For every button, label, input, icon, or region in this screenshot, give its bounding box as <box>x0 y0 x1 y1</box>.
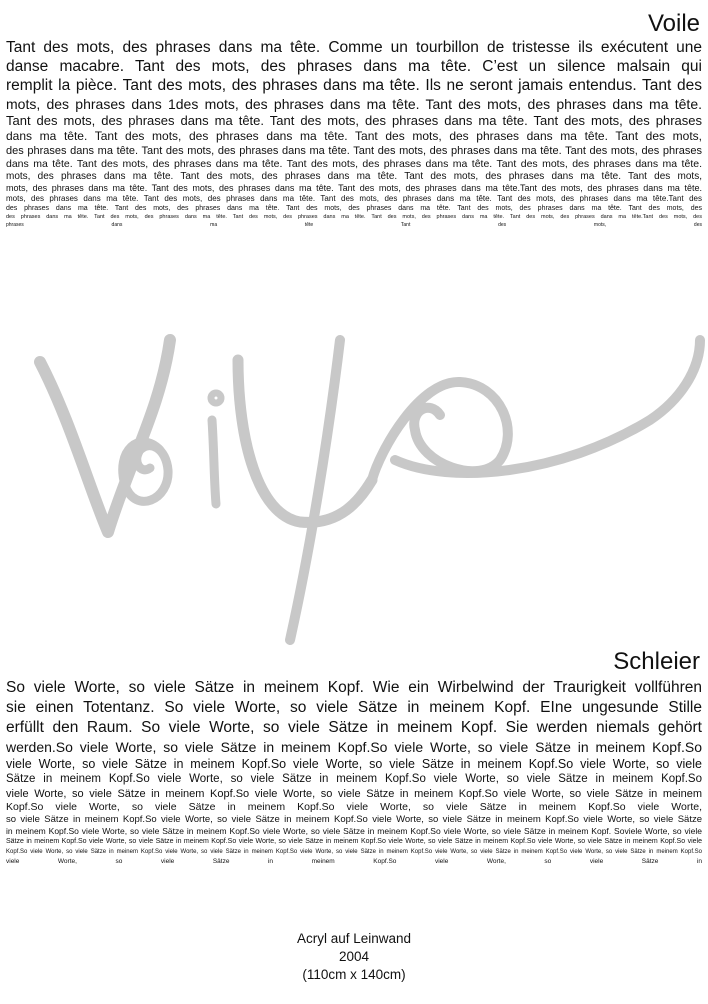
french-line: mots, des phrases dans 1des mots, des phrases dans ma tête. Tant des mots, des phrases dans ma tête. <box>6 96 702 112</box>
french-line: dans ma tête. Tant des mots, des phrases dans ma tête. Tant des mots, des phrases dans ma tête. Tant des mots, <box>6 129 702 143</box>
french-line: phrases dans ma tête Tant des mots, des <box>6 222 702 228</box>
caption-size: (110cm x 140cm) <box>302 967 406 982</box>
french-line: mots, des phrases dans ma tête. Tant des mots, des phrases dans ma tête. Tant des mots, des phrases dans ma tête.Tant des mots, des phrases dans ma tête. <box>6 183 702 193</box>
german-line: Kopf.So viele Worte, so viele Sätze in meinem Kopf.So viele Worte, so viele Sätze in meinem Kopf.So viele Worte, <box>6 801 702 813</box>
german-text-block <box>6 678 702 867</box>
french-line: dans ma tête. Tant des mots, des phrases dans ma tête. Tant des mots, des phrases dans ma tête. Tant des mots, des phrases dans ma tête. <box>6 158 702 170</box>
french-line: mots, des phrases dans ma tête. Tant des mots, des phrases dans ma tête. Tant des mots, des phrases dans ma tête. Tant des mots, <box>6 171 702 182</box>
german-line: viele Worte, so viele Sätze in meinem Kopf.So viele Worte, so viele Sätze in meinem Kopf.So viele Worte, so viele <box>6 757 702 771</box>
german-line: Sätze in meinem Kopf.So viele Worte, so viele Sätze in meinem Kopf.So viele Worte, so viele Sätze in meinem Kopf.So <box>6 773 702 785</box>
german-line: werden.So viele Worte, so viele Sätze in meinem Kopf.So viele Worte, so viele Sätze in meinem Kopf.So <box>6 739 702 755</box>
german-line: Kopf.So viele Worte, so viele Sätze in meinem Kopf.So viele Worte, so viele Sätze in meinem Kopf.So viele Worte, so viele Sätze in meinem Kopf.So viele Worte, so viele Sätze in meinem Kopf.So viele Worte, so viele Sätze in meinem Kopf.So <box>6 849 702 855</box>
french-line: danse macabre. Tant des mots, des phrases dans ma tête. C’est un silence malsain qui <box>6 58 702 75</box>
french-text-block <box>6 38 702 229</box>
german-title: Schleier <box>613 648 700 675</box>
french-title: Voile <box>647 10 700 37</box>
caption-year: 2004 <box>338 949 370 964</box>
german-line: viele Worte, so viele Sätze in meinem Kopf.So viele Worte, so viele Sätze in <box>6 858 702 865</box>
german-line: sie einen Totentanz. So viele Worte, so viele Sätze in meinem Kopf. EIne ungesunde Stille <box>6 699 702 716</box>
voile-calligraphy-artwork <box>0 300 708 660</box>
french-line: remplit la pièce. Tant des mots, des phrases dans ma tête. Ils ne seront jamais entendus. Tant des <box>6 77 702 94</box>
artwork-caption <box>0 930 708 984</box>
german-line: so viele Sätze in meinem Kopf.So viele Worte, so viele Sätze in meinem Kopf.So viele Worte, so viele Sätze in meinem Kopf.So viele Worte, so viele Sätze <box>6 814 702 825</box>
german-line: Sätze in meinem Kopf.So viele Worte, so viele Sätze in meinem Kopf.So viele Worte, so viele Sätze in meinem Kopf.So viele Worte, so viele Sätze in meinem Kopf.So viele Worte, so viele Sätze in meinem Kopf.So viele <box>6 838 702 845</box>
german-line: So viele Worte, so viele Sätze in meinem Kopf. Wie ein Wirbelwind der Traurigkeit vollführen <box>6 679 702 696</box>
german-line: viele Worte, so viele Sätze in meinem Kopf.So viele Worte, so viele Sätze in meinem Kopf.So viele Worte, so viele Sätze in meinem <box>6 788 702 800</box>
french-line: mots, des phrases dans ma tête. Tant des mots, des phrases dans ma tête. Tant des mots, des phrases dans ma tête. Tant des mots, des phrases dans ma tête.Tant des <box>6 194 702 203</box>
german-line: in meinem Kopf.So viele Worte, so viele Sätze in meinem Kopf.So viele Worte, so viele Sätze in meinem Kopf.So viele Worte, so viele Sätze in meinem Kopf. Soviele Worte, so viele <box>6 826 702 836</box>
german-line: erfüllt den Raum. So viele Worte, so viele Sätze in meinem Kopf. Sie werden niemals gehört <box>6 719 702 736</box>
caption-medium: Acryl auf Leinwand <box>296 931 412 946</box>
french-line: des phrases dans ma tête. Tant des mots, des phrases dans ma tête. Tant des mots, des phrases dans ma tête. Tant des mots, des phrases dans ma tête. Tant des mots, des <box>6 205 702 212</box>
french-line: Tant des mots, des phrases dans ma tête. Tant des mots, des phrases dans ma tête. Tant des mots, des phrases <box>6 113 702 128</box>
french-line: Tant des mots, des phrases dans ma tête. Comme un tourbillon de tristesse ils exécutent une <box>6 39 702 56</box>
french-line: des phrases dans ma tête. Tant des mots, des phrases dans ma tête. Tant des mots, des phrases dans ma tête. Tant des mots, des phrases dans ma tête. Tant des mots, des phrases dans ma tête.Tant des mots, des <box>6 214 702 220</box>
french-line: des phrases dans ma tête. Tant des mots, des phrases dans ma tête. Tant des mots, des phrases dans ma tête. Tant des mots, des phrases <box>6 145 702 157</box>
